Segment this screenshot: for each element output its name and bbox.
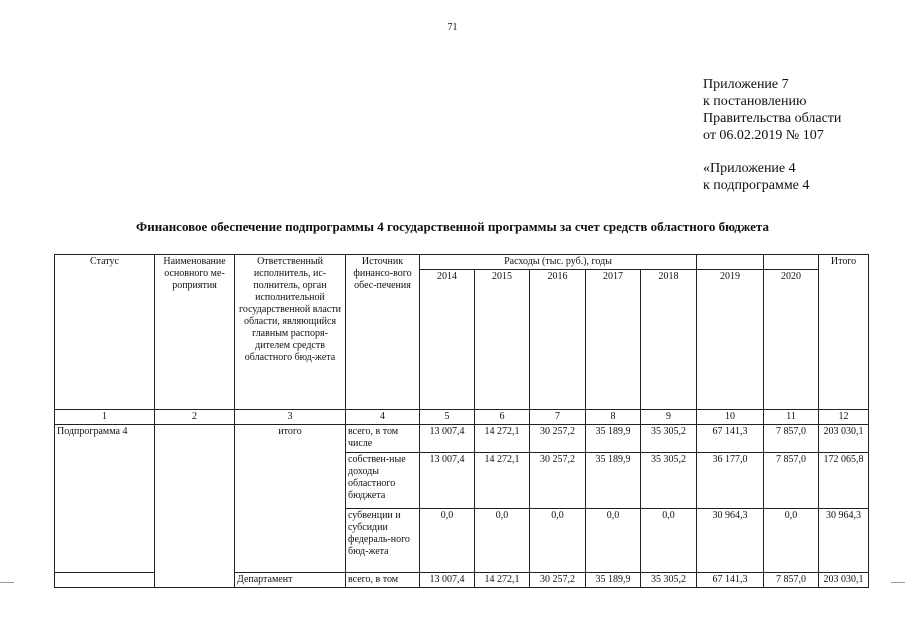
value-cell: 30 964,3 — [697, 509, 764, 573]
value-cell: 0,0 — [764, 509, 819, 573]
row-status: Подпрограмма 4 — [55, 425, 155, 573]
value-cell: 0,0 — [641, 509, 697, 573]
value-cell: 35 305,2 — [641, 425, 697, 453]
header-expenses: Расходы (тыс. руб.), годы — [420, 255, 697, 270]
header-year: 2017 — [586, 270, 641, 410]
row-name — [155, 425, 235, 588]
appendix-gap — [703, 144, 841, 160]
value-cell: 35 305,2 — [641, 573, 697, 588]
appendix-block — [703, 76, 841, 194]
header-name: Наименование основного ме-роприятия — [155, 255, 235, 410]
header-source: Источник финансо-вого обес-печения — [346, 255, 420, 410]
total-cell: 203 030,1 — [819, 425, 869, 453]
value-cell: 30 257,2 — [530, 453, 586, 509]
header-year: 2019 — [697, 270, 764, 410]
value-cell: 7 857,0 — [764, 573, 819, 588]
header-year: 2020 — [764, 270, 819, 410]
column-number: 4 — [346, 410, 420, 425]
row-executor: Департамент — [235, 573, 346, 588]
column-number: 10 — [697, 410, 764, 425]
value-cell: 13 007,4 — [420, 453, 475, 509]
value-cell: 0,0 — [475, 509, 530, 573]
row-status-empty — [55, 573, 155, 588]
value-cell: 14 272,1 — [475, 425, 530, 453]
row-source: всего, в том числе — [346, 425, 420, 453]
scan-edge-mark — [0, 582, 14, 583]
value-cell: 35 189,9 — [586, 425, 641, 453]
value-cell: 67 141,3 — [697, 573, 764, 588]
appendix-line: к постановлению — [703, 94, 807, 109]
column-number: 7 — [530, 410, 586, 425]
value-cell: 0,0 — [586, 509, 641, 573]
total-cell: 30 964,3 — [819, 509, 869, 573]
row-source: субвенции и субсидии федераль-ного бюд-жета — [346, 509, 420, 573]
value-cell: 35 189,9 — [586, 573, 641, 588]
column-number: 11 — [764, 410, 819, 425]
header-year: 2014 — [420, 270, 475, 410]
appendix-line: Приложение 7 — [703, 77, 789, 92]
value-cell: 13 007,4 — [420, 425, 475, 453]
row-source: всего, в том — [346, 573, 420, 588]
header-year: 2016 — [530, 270, 586, 410]
scan-edge-mark — [891, 582, 905, 583]
value-cell: 0,0 — [530, 509, 586, 573]
row-source: собствен-ные доходы областного бюджета — [346, 453, 420, 509]
row-executor: итого — [235, 425, 346, 573]
column-number: 1 — [55, 410, 155, 425]
header-year: 2015 — [475, 270, 530, 410]
column-number: 2 — [155, 410, 235, 425]
column-number: 6 — [475, 410, 530, 425]
column-number: 8 — [586, 410, 641, 425]
header-blank-2019 — [697, 255, 764, 270]
header-total: Итого — [819, 255, 869, 410]
value-cell: 14 272,1 — [475, 573, 530, 588]
column-number: 5 — [420, 410, 475, 425]
document-title: Финансовое обеспечение подпрограммы 4 государственной программы за счет средств областного бюджета — [136, 219, 769, 234]
value-cell: 13 007,4 — [420, 573, 475, 588]
value-cell: 36 177,0 — [697, 453, 764, 509]
table-row — [55, 425, 869, 453]
value-cell: 0,0 — [420, 509, 475, 573]
value-cell: 30 257,2 — [530, 573, 586, 588]
column-number: 12 — [819, 410, 869, 425]
total-cell: 172 065,8 — [819, 453, 869, 509]
value-cell: 30 257,2 — [530, 425, 586, 453]
value-cell: 7 857,0 — [764, 425, 819, 453]
value-cell: 7 857,0 — [764, 453, 819, 509]
financing-table — [54, 254, 869, 588]
appendix-line: «Приложение 4 — [703, 161, 796, 176]
column-number: 3 — [235, 410, 346, 425]
value-cell: 14 272,1 — [475, 453, 530, 509]
appendix-line: Правительства области — [703, 111, 842, 126]
appendix-line: к подпрограмме 4 — [703, 178, 810, 193]
header-status: Статус — [55, 255, 155, 410]
appendix-line: от 06.02.2019 № 107 — [703, 128, 824, 143]
column-number: 9 — [641, 410, 697, 425]
value-cell: 35 189,9 — [586, 453, 641, 509]
header-blank-2020 — [764, 255, 819, 270]
value-cell: 67 141,3 — [697, 425, 764, 453]
page-number: 71 — [447, 22, 458, 33]
value-cell: 35 305,2 — [641, 453, 697, 509]
header-executor: Ответственный исполнитель, ис-полнитель, орган исполнительной государственной власти области, являющийся главным распоря-дителем средств областного бюд-жета — [235, 255, 346, 410]
total-cell: 203 030,1 — [819, 573, 869, 588]
header-year: 2018 — [641, 270, 697, 410]
